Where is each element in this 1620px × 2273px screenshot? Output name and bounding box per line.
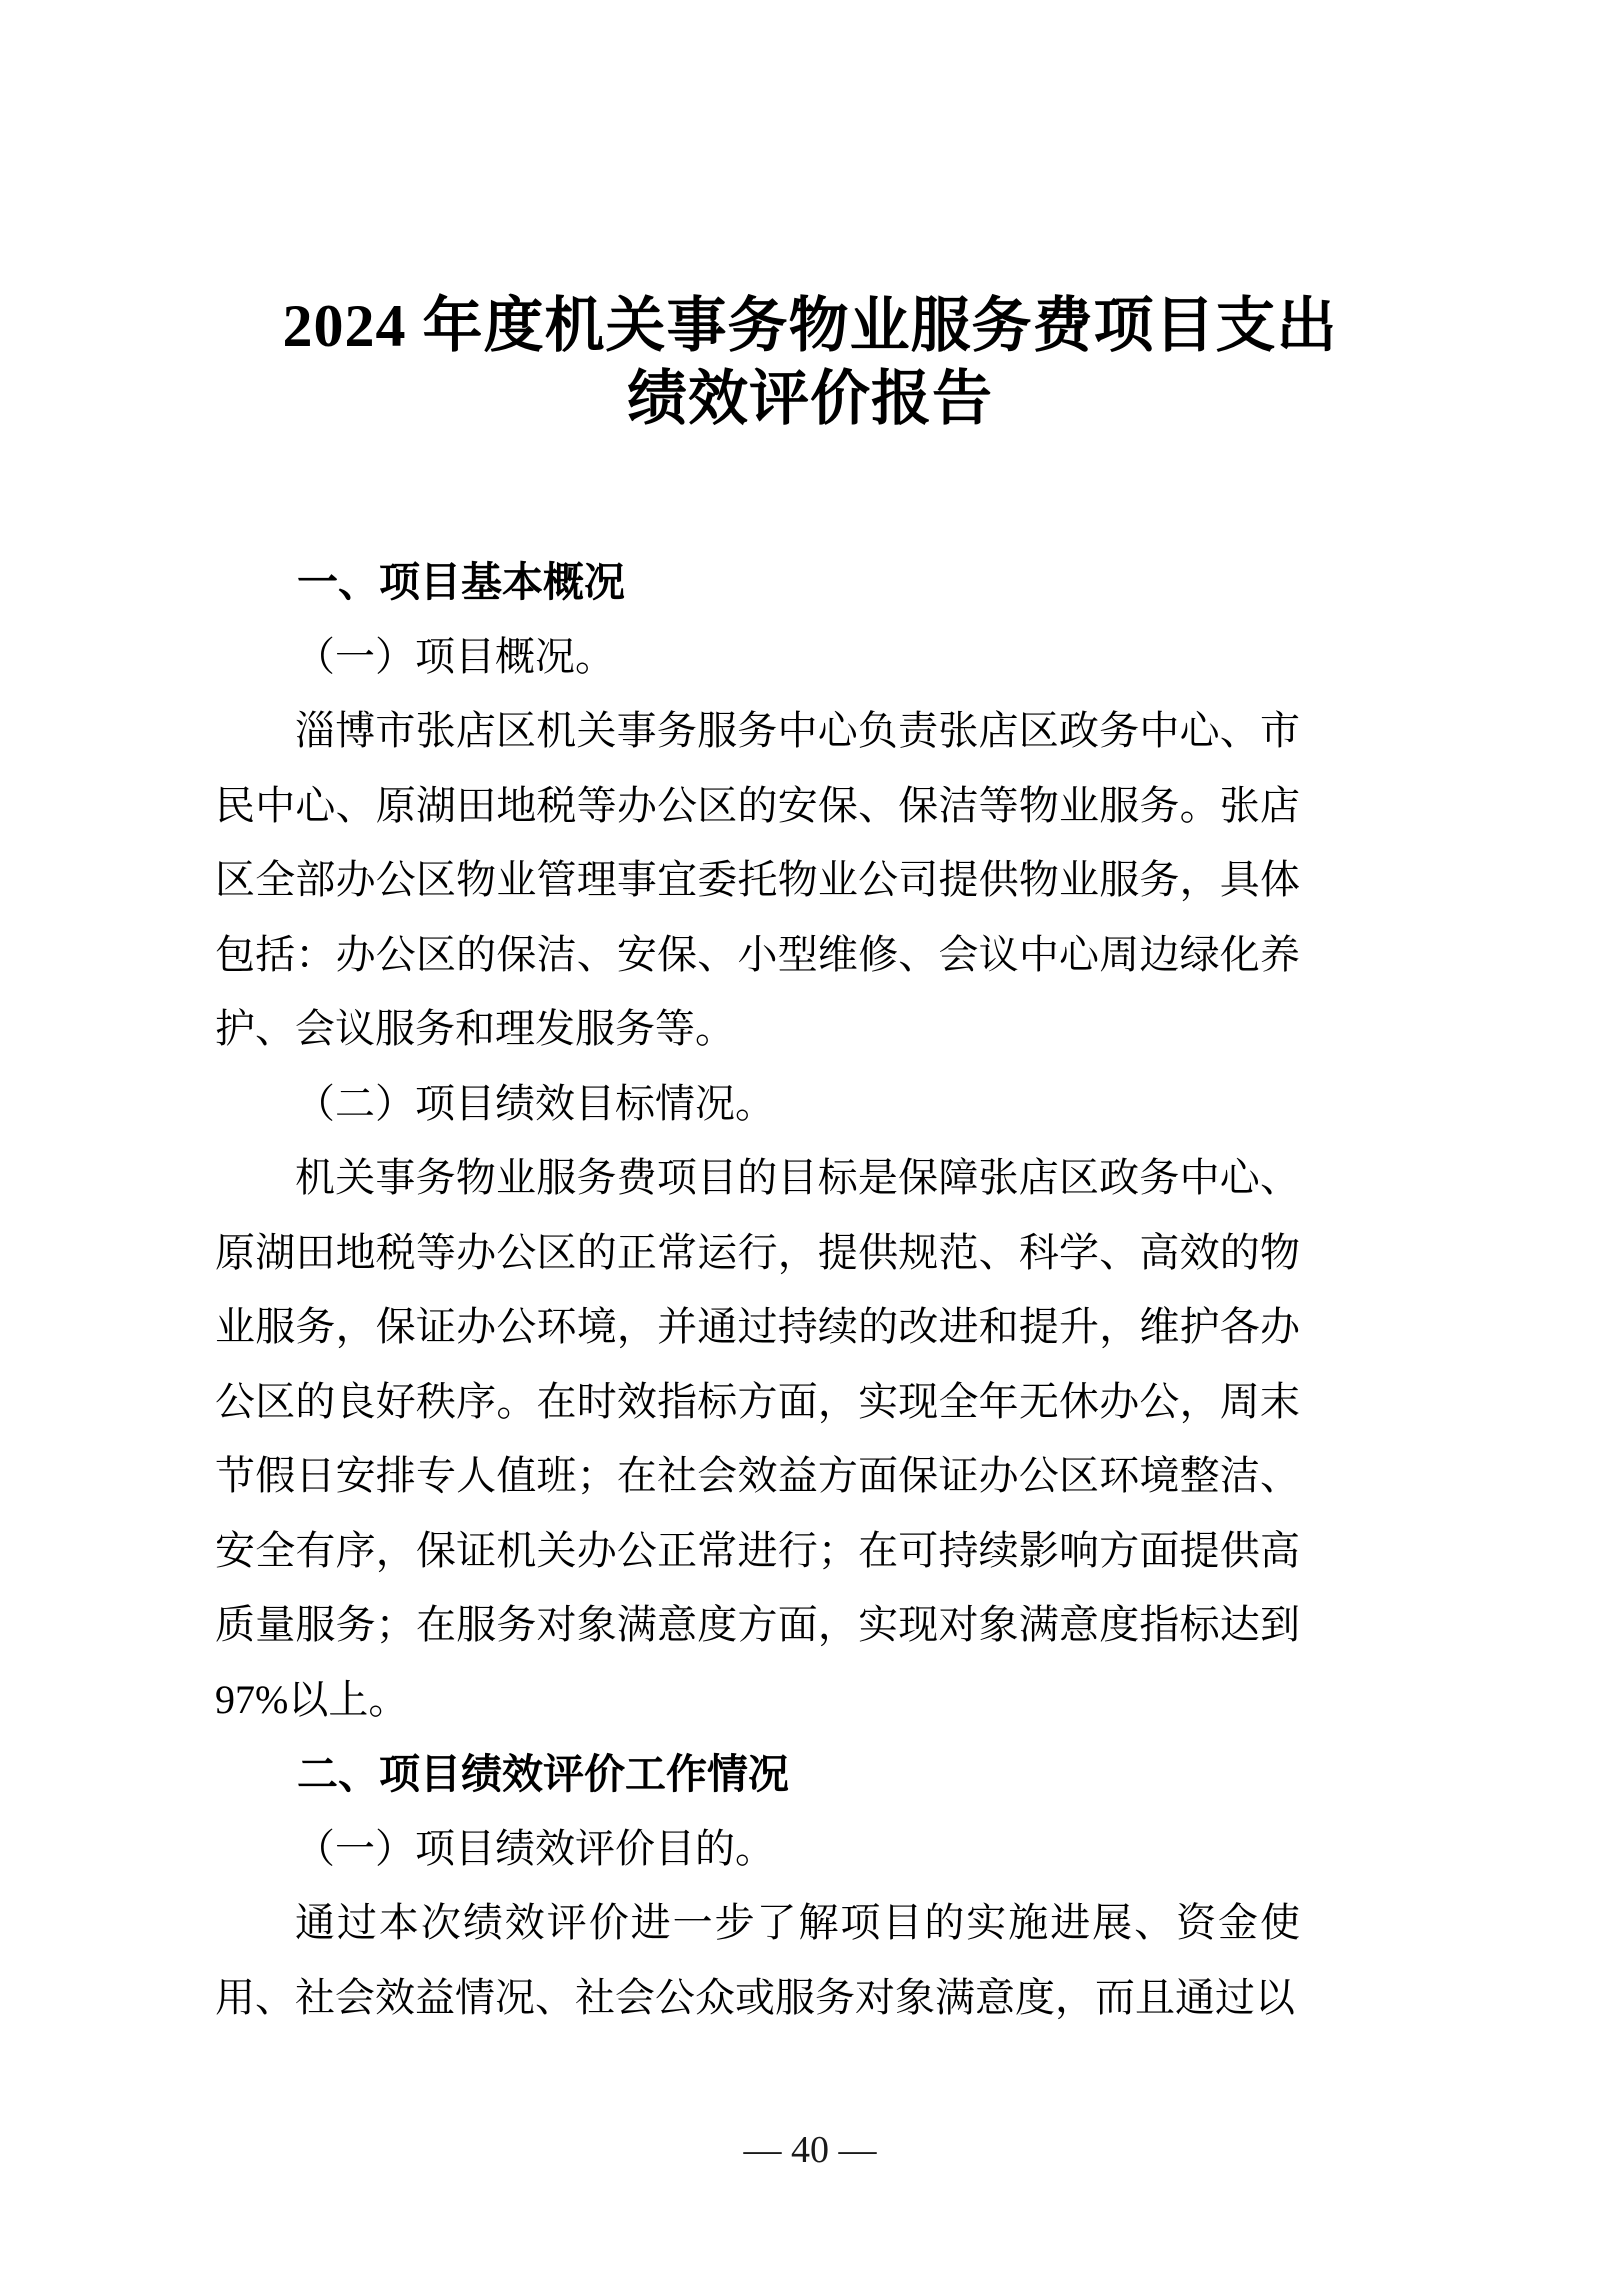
subsection-heading-1-2: （二）项目绩效目标情况。 xyxy=(295,1080,775,1126)
document-body xyxy=(215,545,1300,2035)
body-paragraph-evaluation-purpose: 通过本次绩效评价进一步了解项目的实施进展、资金使用、社会效益情况、社会公众或服务对象满意度，而且通过以 xyxy=(215,1900,1300,2020)
page-title-line-2: 绩效评价报告 xyxy=(627,366,993,432)
page-title-line-1: 2024 年度机关事务物业服务费项目支出 xyxy=(282,293,1338,359)
section-heading-2: 二、项目绩效评价工作情况 xyxy=(297,1751,789,1797)
subsection-heading-2-1: （一）项目绩效评价目的。 xyxy=(295,1825,775,1871)
page-title xyxy=(0,290,1620,436)
section-heading-1: 一、项目基本概况 xyxy=(297,559,625,605)
subsection-heading-1-1: （一）项目概况。 xyxy=(295,633,615,679)
body-paragraph-overview: 淄博市张店区机关事务服务中心负责张店区政务中心、市民中心、原湖田地税等办公区的安保、保洁等物业服务。张店区全部办公区物业管理事宜委托物业公司提供物业服务，具体包括：办公区的保洁、安保、小型维修、会议中心周边绿化养护、会议服务和理发服务等。 xyxy=(215,708,1300,1051)
page-number: — 40 — xyxy=(743,2129,877,2171)
body-paragraph-goals: 机关事务物业服务费项目的目标是保障张店区政务中心、原湖田地税等办公区的正常运行，提供规范、科学、高效的物业服务，保证办公环境，并通过持续的改进和提升，维护各办公区的良好秩序。在时效指标方面，实现全年无休办公，周末节假日安排专人值班；在社会效益方面保证办公区环境整洁、安全有序，保证机关办公正常进行；在可持续影响方面提供高质量服务；在服务对象满意度方面，实现对象满意度指标达到97%以上。 xyxy=(215,1155,1300,1722)
